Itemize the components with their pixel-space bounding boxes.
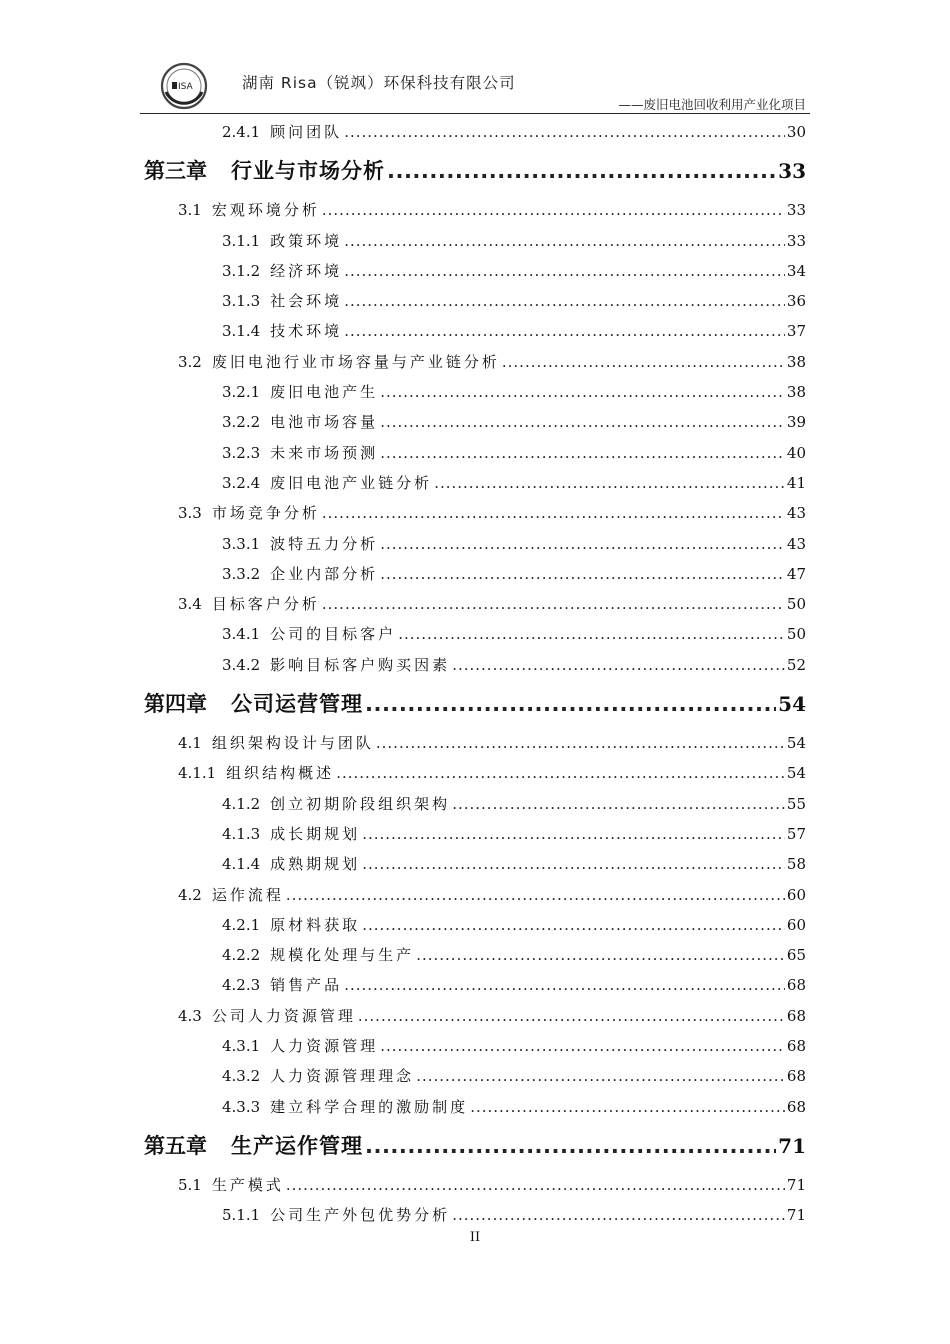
toc-entry[interactable] (144, 1200, 806, 1230)
toc-entry-page: 54 (778, 692, 806, 717)
toc-leader-dots (362, 849, 785, 879)
toc-entry-page: 68 (786, 1097, 806, 1116)
toc-entry-title: 组织结构概述 (226, 764, 335, 783)
toc-entry-title: 建立科学合理的激励制度 (270, 1097, 469, 1116)
toc-leader-dots (470, 1092, 785, 1122)
toc-entry[interactable] (144, 1170, 806, 1200)
toc-entry-number: 3.3.1 (222, 534, 261, 553)
toc-entry-page: 38 (786, 383, 806, 402)
toc-entry-number: 3.2.2 (222, 413, 261, 432)
toc-entry-title: 行业与市场分析 (231, 159, 385, 184)
toc-leader-dots (452, 1200, 785, 1230)
toc-entry-title: 社会环境 (270, 292, 343, 311)
toc-entry-page: 68 (786, 1006, 806, 1025)
toc-entry-number: 第四章 (144, 692, 207, 717)
toc-entry-title: 废旧电池产业链分析 (270, 473, 433, 492)
toc-entry-page: 71 (778, 1133, 806, 1158)
toc-entry-page: 47 (786, 564, 806, 583)
toc-entry-number: 4.3.3 (222, 1097, 261, 1116)
toc-entry[interactable] (144, 195, 806, 225)
toc-leader-dots (502, 347, 785, 377)
toc-entry-page: 60 (786, 885, 806, 904)
toc-entry-page: 30 (786, 123, 806, 141)
toc-entry[interactable] (144, 650, 806, 680)
toc-leader-dots (322, 195, 785, 225)
toc-entry-number: 4.1.1 (178, 764, 217, 783)
toc-entry-page: 65 (786, 946, 806, 965)
toc-entry-title: 规模化处理与生产 (270, 946, 415, 965)
toc-entry[interactable] (144, 619, 806, 649)
toc-entry-page: 43 (786, 534, 806, 553)
toc-entry[interactable] (144, 438, 806, 468)
toc-entry[interactable] (144, 849, 806, 879)
project-name: ——废旧电池回收利用产业化项目 (618, 97, 806, 112)
toc-leader-dots (387, 147, 776, 195)
toc-entry-number: 4.2.1 (222, 915, 261, 934)
toc-entry-title: 人力资源管理 (270, 1037, 379, 1056)
toc-entry-title: 组织架构设计与团队 (211, 734, 374, 753)
toc-leader-dots (416, 940, 785, 970)
toc-entry-page: 68 (786, 976, 806, 995)
toc-entry-title: 创立初期阶段组织架构 (270, 794, 451, 813)
toc-entry-page: 55 (786, 794, 806, 813)
toc-entry-title: 废旧电池行业市场容量与产业链分析 (211, 352, 500, 371)
toc-entry-title: 电池市场容量 (270, 413, 379, 432)
company-name: 湖南 Risa（锐飒）环保科技有限公司 (242, 74, 516, 92)
toc-entry-title: 人力资源管理理念 (270, 1067, 415, 1086)
toc-entry-page: 58 (786, 855, 806, 874)
toc-entry[interactable] (144, 256, 806, 286)
toc-entry-page: 33 (786, 231, 806, 250)
toc-entry-page: 68 (786, 1067, 806, 1086)
toc-entry-page: 41 (786, 473, 806, 492)
toc-leader-dots (344, 970, 785, 1000)
toc-entry-number: 3.2 (178, 352, 202, 371)
toc-leader-dots (358, 1001, 785, 1031)
toc-entry-number: 3.2.1 (222, 383, 261, 402)
toc-chapter-entry[interactable] (144, 680, 806, 728)
toc-entry[interactable] (144, 468, 806, 498)
toc-entry[interactable] (144, 529, 806, 559)
toc-entry-number: 3.3.2 (222, 564, 261, 583)
toc-entry-page: 52 (786, 655, 806, 674)
toc-entry-title: 公司的目标客户 (270, 625, 397, 644)
toc-entry-page: 54 (786, 734, 806, 753)
toc-entry[interactable] (144, 728, 806, 758)
toc-entry-number: 4.1.4 (222, 855, 261, 874)
toc-entry-number: 4.1.2 (222, 794, 261, 813)
toc-entry-title: 生产模式 (211, 1175, 284, 1194)
toc-leader-dots (344, 286, 785, 316)
toc-entry-number: 4.3.1 (222, 1037, 261, 1056)
toc-entry-page: 34 (786, 261, 806, 280)
toc-entry-number: 4.3 (178, 1006, 202, 1025)
toc-entry-number: 4.1.3 (222, 824, 261, 843)
toc-entry-title: 公司生产外包优势分析 (270, 1206, 451, 1225)
toc-leader-dots (322, 589, 785, 619)
toc-entry-number: 3.4 (178, 595, 202, 614)
toc-entry[interactable] (144, 789, 806, 819)
toc-leader-dots (380, 438, 785, 468)
toc-entry-number: 3.2.4 (222, 473, 261, 492)
svg-text:ISA: ISA (178, 82, 193, 92)
toc-entry[interactable] (144, 940, 806, 970)
toc-entry[interactable] (144, 286, 806, 316)
toc-entry-number: 3.1.2 (222, 261, 261, 280)
toc-entry[interactable] (144, 117, 806, 147)
toc-entry-title: 宏观环境分析 (211, 201, 320, 220)
toc-entry-title: 经济环境 (270, 261, 343, 280)
toc-entry-number: 3.3 (178, 504, 202, 523)
toc-entry-title: 成长期规划 (270, 824, 361, 843)
toc-entry-title: 废旧电池产生 (270, 383, 379, 402)
toc-entry-title: 运作流程 (211, 885, 284, 904)
toc-entry[interactable] (144, 377, 806, 407)
toc-entry[interactable] (144, 589, 806, 619)
page-header (140, 55, 810, 115)
toc-entry-title: 顾问团队 (270, 123, 343, 141)
toc-entry-page: 60 (786, 915, 806, 934)
toc-entry[interactable] (144, 226, 806, 256)
toc-leader-dots (380, 559, 785, 589)
toc-leader-dots (362, 910, 785, 940)
toc-entry-page: 57 (786, 824, 806, 843)
toc-entry-number: 3.2.3 (222, 443, 261, 462)
toc-entry[interactable] (144, 316, 806, 346)
toc-entry[interactable] (144, 758, 806, 788)
toc-leader-dots (376, 728, 785, 758)
toc-entry-number: 5.1 (178, 1175, 202, 1194)
toc-entry-title: 生产运作管理 (231, 1133, 363, 1158)
toc-entry-title: 成熟期规划 (270, 855, 361, 874)
toc-entry-title: 影响目标客户购买因素 (270, 655, 451, 674)
toc-leader-dots (416, 1061, 785, 1091)
toc-entry[interactable] (144, 1092, 806, 1122)
toc-entry[interactable] (144, 1061, 806, 1091)
toc-entry-page: 40 (786, 443, 806, 462)
toc-entry-title: 波特五力分析 (270, 534, 379, 553)
toc-entry-number: 3.4.1 (222, 625, 261, 644)
toc-entry-page: 54 (786, 764, 806, 783)
toc-entry-number: 第三章 (144, 159, 207, 184)
toc-leader-dots (322, 498, 785, 528)
toc-entry-title: 企业内部分析 (270, 564, 379, 583)
company-logo (160, 62, 208, 110)
toc-entry[interactable] (144, 1001, 806, 1031)
toc-entry-number: 3.4.2 (222, 655, 261, 674)
toc-chapter-entry[interactable] (144, 147, 806, 195)
toc-leader-dots (286, 880, 785, 910)
toc-entry[interactable] (144, 407, 806, 437)
toc-entry-title: 公司运营管理 (231, 692, 363, 717)
toc-leader-dots (380, 1031, 785, 1061)
toc-entry-page: 71 (786, 1175, 806, 1194)
toc-entry-page: 37 (786, 322, 806, 341)
toc-entry-number: 4.1 (178, 734, 202, 753)
toc-entry-title: 原材料获取 (270, 915, 361, 934)
toc-entry[interactable] (144, 970, 806, 1000)
toc-entry[interactable] (144, 819, 806, 849)
toc-leader-dots (380, 529, 785, 559)
toc-entry-title: 政策环境 (270, 231, 343, 250)
toc-entry-page: 50 (786, 595, 806, 614)
toc-leader-dots (336, 758, 785, 788)
toc-entry[interactable] (144, 347, 806, 377)
toc-leader-dots (434, 468, 785, 498)
toc-entry-number: 3.1.4 (222, 322, 261, 341)
toc-leader-dots (398, 619, 785, 649)
toc-leader-dots (362, 819, 785, 849)
toc-entry-page: 38 (786, 352, 806, 371)
toc-entry[interactable] (144, 910, 806, 940)
table-of-contents (144, 117, 806, 1231)
page-number: II (469, 1230, 481, 1245)
toc-entry-page: 39 (786, 413, 806, 432)
toc-entry-title: 市场竞争分析 (211, 504, 320, 523)
toc-entry[interactable] (144, 1031, 806, 1061)
toc-entry-number: 4.3.2 (222, 1067, 261, 1086)
toc-leader-dots (344, 117, 785, 147)
toc-entry-page: 68 (786, 1037, 806, 1056)
header-divider (140, 113, 810, 114)
toc-leader-dots (452, 789, 785, 819)
toc-entry-page: 36 (786, 292, 806, 311)
toc-entry-title: 技术环境 (270, 322, 343, 341)
toc-entry-number: 4.2 (178, 885, 202, 904)
toc-entry-number: 5.1.1 (222, 1206, 261, 1225)
toc-entry-page: 50 (786, 625, 806, 644)
toc-leader-dots (380, 407, 785, 437)
toc-entry-number: 4.2.3 (222, 976, 261, 995)
toc-leader-dots (286, 1170, 785, 1200)
toc-entry-number: 3.1 (178, 201, 202, 220)
toc-entry[interactable] (144, 880, 806, 910)
toc-entry-number: 第五章 (144, 1133, 207, 1158)
toc-leader-dots (344, 226, 785, 256)
toc-entry-number: 2.4.1 (222, 123, 261, 141)
toc-entry-title: 销售产品 (270, 976, 343, 995)
toc-entry-number: 3.1.3 (222, 292, 261, 311)
toc-leader-dots (344, 256, 785, 286)
toc-entry-page: 43 (786, 504, 806, 523)
toc-entry-page: 33 (786, 201, 806, 220)
toc-chapter-entry[interactable] (144, 1122, 806, 1170)
toc-entry-page: 71 (786, 1206, 806, 1225)
toc-entry-page: 33 (778, 159, 806, 184)
toc-leader-dots (452, 650, 785, 680)
toc-entry[interactable] (144, 498, 806, 528)
toc-entry-title: 未来市场预测 (270, 443, 379, 462)
toc-entry-number: 3.1.1 (222, 231, 261, 250)
toc-entry-number: 4.2.2 (222, 946, 261, 965)
toc-leader-dots (380, 377, 785, 407)
toc-leader-dots (365, 680, 776, 728)
toc-entry-title: 公司人力资源管理 (211, 1006, 356, 1025)
toc-leader-dots (344, 316, 785, 346)
toc-entry-title: 目标客户分析 (211, 595, 320, 614)
toc-entry[interactable] (144, 559, 806, 589)
toc-leader-dots (365, 1122, 776, 1170)
